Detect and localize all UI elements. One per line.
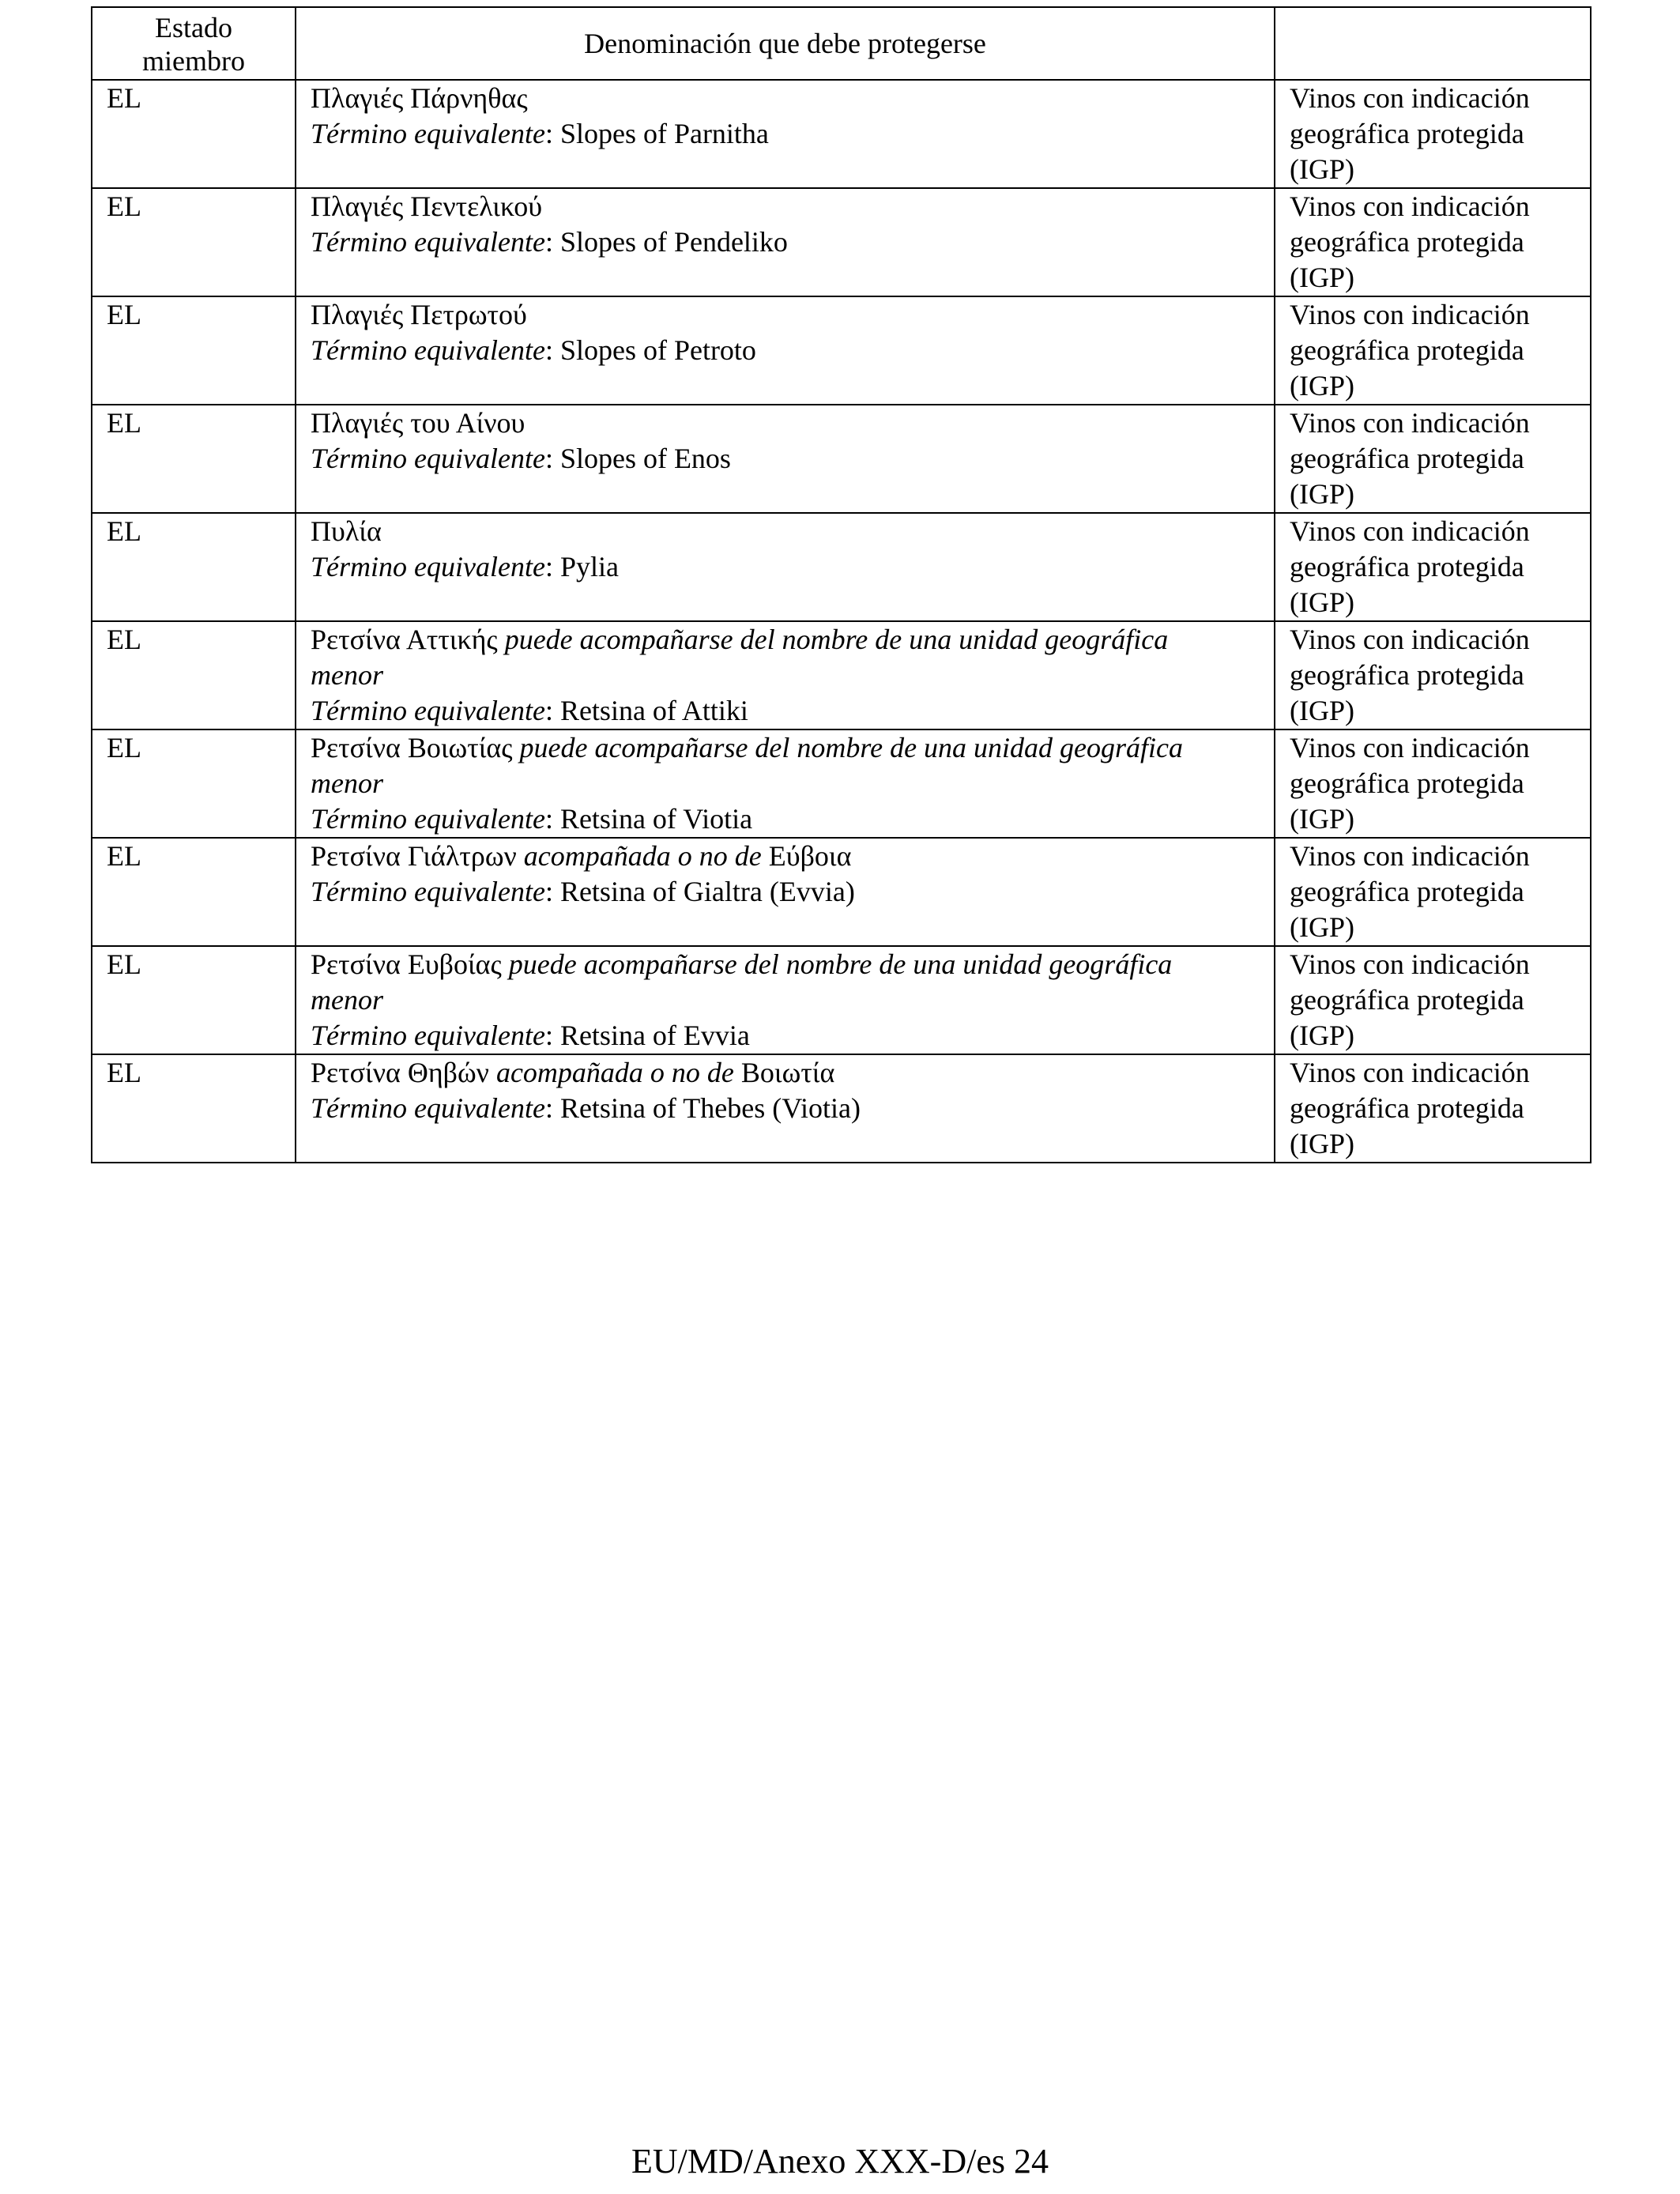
denomination-line (311, 947, 1260, 982)
cell-category: Vinos con indicación geográfica protegida (IGP) (1275, 729, 1591, 838)
cell-member-state: EL (92, 405, 296, 513)
greek-name: Ρετσίνα Γιάλτρων (311, 840, 517, 872)
table-row (92, 188, 1591, 296)
equivalent-term-line (311, 1018, 1260, 1054)
cell-protected-name (296, 296, 1275, 405)
cell-category: Vinos con indicación geográfica protegida (IGP) (1275, 1054, 1591, 1163)
greek-name: Ρετσίνα Θηβών (311, 1057, 489, 1088)
greek-name: Ρετσίνα Αττικής (311, 624, 498, 655)
equivalent-term-label: Término equivalente (311, 876, 545, 907)
denomination-line (311, 839, 1260, 874)
cell-member-state: EL (92, 838, 296, 946)
cell-member-state: EL (92, 946, 296, 1054)
header-category (1275, 7, 1591, 80)
cell-protected-name (296, 80, 1275, 188)
equivalent-term-value: : Retsina of Viotia (544, 803, 753, 835)
equivalent-term-label: Término equivalente (311, 803, 545, 835)
protected-names-table (91, 6, 1591, 1163)
table-row (92, 80, 1591, 188)
equivalent-term-line (311, 1091, 1260, 1126)
equivalent-term-label: Término equivalente (311, 1020, 545, 1051)
equivalent-term-label: Término equivalente (311, 334, 545, 366)
header-member-state: Estado miembro (92, 7, 296, 80)
table-row (92, 946, 1591, 1054)
equivalent-term-line (311, 116, 1260, 152)
denomination-note: puede acompañarse del nombre de una unidad geográfica (501, 948, 1173, 980)
cell-protected-name (296, 729, 1275, 838)
denomination-note-continuation: menor (311, 984, 383, 1016)
equivalent-term-label: Término equivalente (311, 118, 545, 149)
equivalent-term-line (311, 549, 1260, 585)
equivalent-term-value: : Retsina of Attiki (544, 695, 748, 726)
equivalent-term-value: : Pylia (544, 551, 619, 582)
cell-member-state: EL (92, 1054, 296, 1163)
denomination-line (311, 81, 1260, 116)
equivalent-term-value: : Slopes of Enos (544, 443, 731, 474)
denomination-note-continuation: menor (311, 659, 383, 691)
cell-protected-name (296, 513, 1275, 621)
equivalent-term-label: Término equivalente (311, 1092, 545, 1124)
equivalent-term-line (311, 693, 1260, 729)
cell-protected-name (296, 188, 1275, 296)
cell-category: Vinos con indicación geográfica protegida (IGP) (1275, 621, 1591, 729)
equivalent-term-value: : Slopes of Parnitha (544, 118, 769, 149)
table-row (92, 729, 1591, 838)
equivalent-term-line (311, 224, 1260, 260)
cell-member-state: EL (92, 296, 296, 405)
cell-category: Vinos con indicación geográfica protegida (IGP) (1275, 838, 1591, 946)
table-row (92, 296, 1591, 405)
denomination-line (311, 514, 1260, 549)
table-header-row (92, 7, 1591, 80)
table-row (92, 838, 1591, 946)
equivalent-term-label: Término equivalente (311, 695, 545, 726)
greek-name: Πλαγιές Πάρνηθας (311, 82, 528, 114)
cell-member-state: EL (92, 513, 296, 621)
cell-protected-name (296, 621, 1275, 729)
equivalent-term-value: : Retsina of Evvia (544, 1020, 750, 1051)
denomination-note: puede acompañarse del nombre de una unidad geográfica (497, 624, 1169, 655)
greek-name: Πλαγιές του Αίνου (311, 407, 525, 439)
equivalent-term-label: Término equivalente (311, 226, 545, 258)
table-body (92, 80, 1591, 1163)
equivalent-term-value: : Slopes of Pendeliko (544, 226, 788, 258)
equivalent-term-line (311, 874, 1260, 910)
equivalent-term-value: : Slopes of Petroto (544, 334, 756, 366)
cell-protected-name (296, 946, 1275, 1054)
cell-category: Vinos con indicación geográfica protegida (IGP) (1275, 513, 1591, 621)
cell-protected-name (296, 838, 1275, 946)
equivalent-term-line (311, 801, 1260, 837)
greek-name: Πλαγιές Πεντελικού (311, 190, 543, 222)
greek-name: Πλαγιές Πετρωτού (311, 299, 527, 330)
cell-protected-name (296, 405, 1275, 513)
equivalent-term-value: : Retsina of Thebes (Viotia) (544, 1092, 861, 1124)
greek-name: Πυλία (311, 515, 382, 547)
equivalent-term-label: Término equivalente (311, 551, 545, 582)
cell-category: Vinos con indicación geográfica protegida (IGP) (1275, 296, 1591, 405)
denomination-line (311, 1055, 1260, 1091)
cell-category: Vinos con indicación geográfica protegida (IGP) (1275, 946, 1591, 1054)
cell-category: Vinos con indicación geográfica protegida (IGP) (1275, 80, 1591, 188)
table-row (92, 621, 1591, 729)
greek-name: Ρετσίνα Βοιωτίας (311, 732, 513, 763)
equivalent-term-label: Término equivalente (311, 443, 545, 474)
denomination-note: puede acompañarse del nombre de una unidad geográfica (512, 732, 1184, 763)
equivalent-term-line (311, 333, 1260, 368)
table-row (92, 405, 1591, 513)
denomination-line (311, 622, 1260, 658)
equivalent-term-value: : Retsina of Gialtra (Evvia) (544, 876, 855, 907)
denomination-line (311, 730, 1260, 766)
cell-member-state: EL (92, 188, 296, 296)
greek-region-name: Εύβοια (768, 840, 852, 872)
denomination-line (311, 297, 1260, 333)
denomination-note-continuation: menor (311, 767, 383, 799)
cell-member-state: EL (92, 729, 296, 838)
cell-category: Vinos con indicación geográfica protegida (IGP) (1275, 405, 1591, 513)
header-protected-name: Denominación que debe protegerse (296, 7, 1275, 80)
denomination-line (311, 189, 1260, 224)
equivalent-term-line (311, 441, 1260, 477)
table-row (92, 1054, 1591, 1163)
cell-category: Vinos con indicación geográfica protegida (IGP) (1275, 188, 1591, 296)
denomination-line (311, 405, 1260, 441)
table-row (92, 513, 1591, 621)
page-footer-reference: EU/MD/Anexo XXX-D/es 24 (631, 2142, 1049, 2181)
denomination-note: acompañada o no de (488, 1057, 741, 1088)
cell-member-state: EL (92, 621, 296, 729)
cell-member-state: EL (92, 80, 296, 188)
greek-region-name: Βοιωτία (740, 1057, 835, 1088)
denomination-note: acompañada o no de (516, 840, 769, 872)
cell-protected-name (296, 1054, 1275, 1163)
greek-name: Ρετσίνα Ευβοίας (311, 948, 502, 980)
